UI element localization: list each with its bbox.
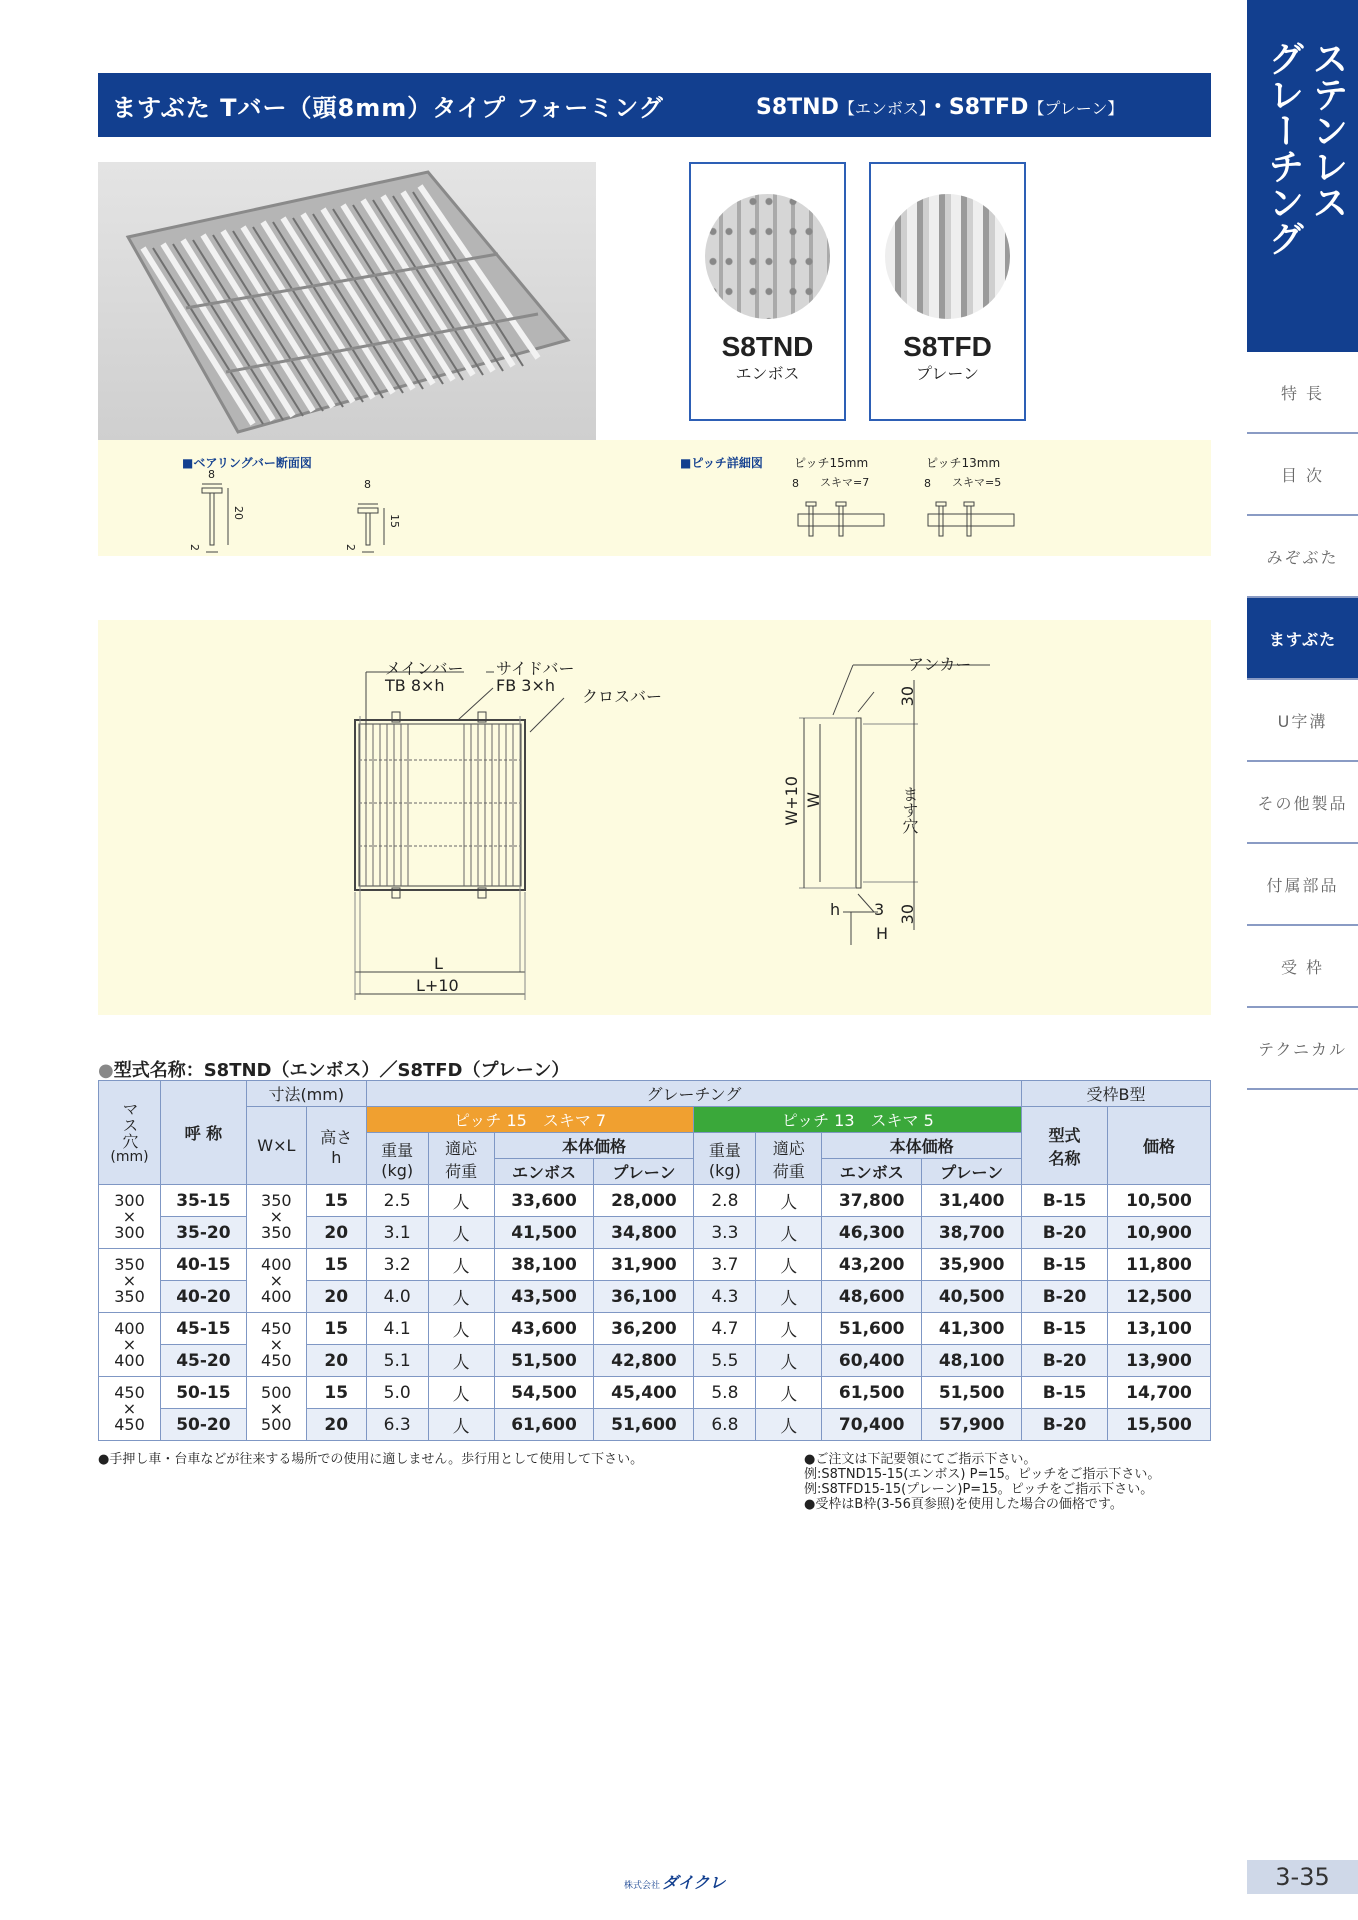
cell-mass-hole: 300 × 300 xyxy=(99,1185,161,1249)
sidebar-item-contents[interactable]: 目 次 xyxy=(1247,434,1358,516)
cell-height: 20 xyxy=(306,1345,366,1377)
sidebar-item-trench-cover[interactable]: みぞぶた xyxy=(1247,516,1358,598)
cell-w13: 4.3 xyxy=(694,1281,756,1313)
cell-l13: 人 xyxy=(756,1345,822,1377)
pitch13-head: 8 xyxy=(924,477,931,490)
dimension-drawing-area xyxy=(98,620,1211,1015)
cell-wl: 400 × 400 xyxy=(246,1249,306,1313)
cell-frame: B-20 xyxy=(1022,1217,1108,1249)
dim-W: W xyxy=(804,792,823,808)
header-load-13: 適応 荷重 xyxy=(756,1133,822,1185)
section-b-web: 2 xyxy=(344,544,357,551)
cell-e15: 43,500 xyxy=(494,1281,594,1313)
page-title: ますぶた Tバー（頭8mm）タイプ フォーミング xyxy=(112,93,664,122)
label-anchor: アンカー xyxy=(908,655,972,674)
cell-frame: B-20 xyxy=(1022,1281,1108,1313)
sidebar-item-frames[interactable]: 受 枠 xyxy=(1247,926,1358,1008)
sidebar-title-line2: グレーチング xyxy=(1263,40,1304,256)
cell-l15: 人 xyxy=(428,1313,494,1345)
table-row xyxy=(99,1377,1211,1409)
grating-dimension-drawing xyxy=(98,620,1211,1015)
table-row xyxy=(99,1185,1211,1217)
cell-height: 20 xyxy=(306,1217,366,1249)
cell-height: 15 xyxy=(306,1249,366,1281)
spec-table-body xyxy=(99,1185,1211,1441)
dim-30-top: 30 xyxy=(898,686,917,707)
cell-height: 15 xyxy=(306,1185,366,1217)
cell-l13: 人 xyxy=(756,1217,822,1249)
model-code-plain-sub: 【プレーン】 xyxy=(1028,98,1124,118)
cell-frame: B-15 xyxy=(1022,1185,1108,1217)
cell-name: 40-15 xyxy=(160,1249,246,1281)
cell-height: 15 xyxy=(306,1313,366,1345)
cell-p15: 36,200 xyxy=(594,1313,694,1345)
header-wl: W×L xyxy=(246,1107,306,1185)
label-mass-hole: ます穴 xyxy=(900,786,919,834)
sample-name-emboss: エンボス xyxy=(735,364,800,383)
dim-30-bottom: 30 xyxy=(898,904,917,925)
cell-l15: 人 xyxy=(428,1409,494,1441)
section-b-head-width: 8 xyxy=(364,478,371,491)
product-photo xyxy=(98,162,596,440)
cell-name: 35-15 xyxy=(160,1185,246,1217)
table-row xyxy=(99,1249,1211,1281)
table-row xyxy=(99,1313,1211,1345)
spec-table xyxy=(98,1080,1211,1441)
cell-fprice: 13,900 xyxy=(1107,1345,1210,1377)
sample-card-plain xyxy=(869,162,1026,421)
cell-e13: 60,400 xyxy=(822,1345,922,1377)
cell-wl: 450 × 450 xyxy=(246,1313,306,1377)
header-plain-13: プレーン xyxy=(922,1159,1022,1185)
cell-w15: 2.5 xyxy=(366,1185,428,1217)
note-order-4: ●受枠はB枠(3-56頁参照)を使用した場合の価格です。 xyxy=(804,1497,1123,1512)
cell-e13: 48,600 xyxy=(822,1281,922,1313)
header-mass-hole: マス穴 (mm) xyxy=(99,1081,161,1185)
cell-e15: 54,500 xyxy=(494,1377,594,1409)
cell-e13: 51,600 xyxy=(822,1313,922,1345)
pitch15-head: 8 xyxy=(792,477,799,490)
label-main-bar-spec: TB 8×h xyxy=(385,676,445,695)
header-pitch15: ピッチ 15 スキマ 7 xyxy=(366,1107,694,1133)
sidebar-title-line1: ステンレス xyxy=(1307,40,1348,220)
dim-3: 3 xyxy=(874,900,885,919)
section-a-head-width: 8 xyxy=(208,468,215,481)
table-title xyxy=(98,1056,569,1082)
pitch15-label: ピッチ15mm xyxy=(794,456,869,470)
label-side-bar: サイドバー xyxy=(496,659,575,678)
cell-p13: 38,700 xyxy=(922,1217,1022,1249)
cell-w13: 4.7 xyxy=(694,1313,756,1345)
pitch13-gap: スキマ=5 xyxy=(952,476,1002,489)
section-b-height: 15 xyxy=(388,514,401,528)
cell-l13: 人 xyxy=(756,1377,822,1409)
header-grating: グレーチング xyxy=(366,1081,1021,1107)
table-title-text: 型式名称：S8TND（エンボス）／S8TFD（プレーン） xyxy=(113,1060,570,1081)
cell-p15: 36,100 xyxy=(594,1281,694,1313)
cell-w15: 5.1 xyxy=(366,1345,428,1377)
cell-e15: 41,500 xyxy=(494,1217,594,1249)
cell-p13: 40,500 xyxy=(922,1281,1022,1313)
header-name: 呼 称 xyxy=(160,1081,246,1185)
cell-p13: 57,900 xyxy=(922,1409,1022,1441)
cell-mass-hole: 350 × 350 xyxy=(99,1249,161,1313)
cell-p15: 34,800 xyxy=(594,1217,694,1249)
sample-code-emboss: S8TND xyxy=(721,331,814,362)
dim-H: H xyxy=(876,924,889,943)
cell-wl: 500 × 500 xyxy=(246,1377,306,1441)
cell-fprice: 13,100 xyxy=(1107,1313,1210,1345)
cell-p13: 41,300 xyxy=(922,1313,1022,1345)
cell-e15: 33,600 xyxy=(494,1185,594,1217)
cell-mass-hole: 400 × 400 xyxy=(99,1313,161,1377)
cell-w13: 5.8 xyxy=(694,1377,756,1409)
company-logo: 株式会社 ダイクレ xyxy=(624,1873,726,1892)
sidebar-item-features[interactable]: 特 長 xyxy=(1247,352,1358,434)
cell-w15: 3.1 xyxy=(366,1217,428,1249)
sidebar-item-other-products[interactable]: その他製品 xyxy=(1247,762,1358,844)
cell-w13: 2.8 xyxy=(694,1185,756,1217)
plain-texture-image xyxy=(885,194,1010,319)
dim-L-plus-10: L+10 xyxy=(416,976,459,995)
cell-l13: 人 xyxy=(756,1185,822,1217)
cell-w13: 3.3 xyxy=(694,1217,756,1249)
cell-p15: 51,600 xyxy=(594,1409,694,1441)
model-code-emboss: S8TND xyxy=(756,94,839,120)
cell-l15: 人 xyxy=(428,1377,494,1409)
cell-name: 40-20 xyxy=(160,1281,246,1313)
note-order-2: 例:S8TND15-15(エンボス) P=15。ピッチをご指示下さい。 xyxy=(804,1467,1161,1482)
header-weight-15: 重量 (kg) xyxy=(366,1133,428,1185)
label-cross-bar: クロスバー xyxy=(582,687,663,706)
sidebar-category-title xyxy=(1247,0,1358,352)
model-code-plain: S8TFD xyxy=(948,94,1029,120)
sample-code-plain: S8TFD xyxy=(903,331,992,362)
cell-fprice: 10,900 xyxy=(1107,1217,1210,1249)
note-usage: ●手押し車・台車などが往来する場所での使用に適しません。歩行用として使用して下さい。 xyxy=(98,1452,644,1467)
cell-p15: 31,900 xyxy=(594,1249,694,1281)
cell-e13: 37,800 xyxy=(822,1185,922,1217)
cell-e15: 38,100 xyxy=(494,1249,594,1281)
table-title-bullet: ● xyxy=(98,1060,114,1081)
cell-fprice: 12,500 xyxy=(1107,1281,1210,1313)
pitch-detail-diagram xyxy=(788,490,1108,550)
cell-e13: 43,200 xyxy=(822,1249,922,1281)
cell-l13: 人 xyxy=(756,1249,822,1281)
cell-name: 45-20 xyxy=(160,1345,246,1377)
cell-frame: B-20 xyxy=(1022,1409,1108,1441)
cell-e15: 61,600 xyxy=(494,1409,594,1441)
header-height: 高さ h xyxy=(306,1107,366,1185)
cell-w15: 4.0 xyxy=(366,1281,428,1313)
cell-p15: 42,800 xyxy=(594,1345,694,1377)
pitch13-label: ピッチ13mm xyxy=(926,456,1001,470)
sample-name-plain: プレーン xyxy=(915,364,980,383)
cell-w15: 4.1 xyxy=(366,1313,428,1345)
cell-l15: 人 xyxy=(428,1185,494,1217)
cell-height: 20 xyxy=(306,1409,366,1441)
sidebar-item-technical[interactable]: テクニカル xyxy=(1247,1008,1358,1090)
cell-p13: 48,100 xyxy=(922,1345,1022,1377)
cell-p13: 35,900 xyxy=(922,1249,1022,1281)
cell-l13: 人 xyxy=(756,1313,822,1345)
cell-w13: 6.8 xyxy=(694,1409,756,1441)
sidebar-item-box-cover[interactable]: ますぶた xyxy=(1247,598,1358,680)
sidebar-nav xyxy=(1247,352,1358,1090)
model-code-emboss-sub: 【エンボス】 xyxy=(838,98,927,118)
cell-w13: 3.7 xyxy=(694,1249,756,1281)
cell-fprice: 14,700 xyxy=(1107,1377,1210,1409)
cell-name: 50-20 xyxy=(160,1409,246,1441)
sidebar-item-u-ditch[interactable]: U字溝 xyxy=(1247,680,1358,762)
cell-frame: B-15 xyxy=(1022,1377,1108,1409)
cell-e13: 70,400 xyxy=(822,1409,922,1441)
dim-W-plus-10: W+10 xyxy=(782,776,801,826)
cell-name: 45-15 xyxy=(160,1313,246,1345)
cell-l13: 人 xyxy=(756,1281,822,1313)
cell-l13: 人 xyxy=(756,1409,822,1441)
header-price-15: 本体価格 xyxy=(494,1133,694,1159)
cell-frame: B-15 xyxy=(1022,1249,1108,1281)
header-price-13: 本体価格 xyxy=(822,1133,1022,1159)
cell-l15: 人 xyxy=(428,1249,494,1281)
cell-l15: 人 xyxy=(428,1217,494,1249)
cell-e15: 43,600 xyxy=(494,1313,594,1345)
cell-e13: 46,300 xyxy=(822,1217,922,1249)
model-codes xyxy=(756,90,1123,121)
cell-mass-hole: 450 × 450 xyxy=(99,1377,161,1441)
header-size: 寸法(mm) xyxy=(246,1081,366,1107)
cell-w15: 6.3 xyxy=(366,1409,428,1441)
cell-height: 20 xyxy=(306,1281,366,1313)
cell-name: 50-15 xyxy=(160,1377,246,1409)
cell-e13: 61,500 xyxy=(822,1377,922,1409)
header-weight-13: 重量 (kg) xyxy=(694,1133,756,1185)
dim-h: h xyxy=(830,900,841,919)
header-emboss-13: エンボス xyxy=(822,1159,922,1185)
section-a-web: 2 xyxy=(188,544,201,551)
pitch15-gap: スキマ=7 xyxy=(820,476,870,489)
cell-p13: 31,400 xyxy=(922,1185,1022,1217)
header-plain-15: プレーン xyxy=(594,1159,694,1185)
cell-w13: 5.5 xyxy=(694,1345,756,1377)
cell-fprice: 15,500 xyxy=(1107,1409,1210,1441)
bearing-bar-section-diagram xyxy=(188,468,388,558)
page-header xyxy=(98,73,1211,137)
note-order-1: ●ご注文は下記要領にてご指示下さい。 xyxy=(804,1452,1037,1467)
cell-height: 15 xyxy=(306,1377,366,1409)
cell-fprice: 10,500 xyxy=(1107,1185,1210,1217)
cell-w15: 5.0 xyxy=(366,1377,428,1409)
model-separator: ・ xyxy=(926,94,949,120)
header-load-15: 適応 荷重 xyxy=(428,1133,494,1185)
pitch-diagram-title: ■ピッチ詳細図 xyxy=(680,456,763,470)
section-diagram-title: ■ベアリングバー断面図 xyxy=(182,456,312,470)
header-frame: 受枠B型 xyxy=(1022,1081,1211,1107)
header-frame-price: 価格 xyxy=(1107,1107,1210,1185)
cell-frame: B-15 xyxy=(1022,1313,1108,1345)
cell-l15: 人 xyxy=(428,1345,494,1377)
cell-name: 35-20 xyxy=(160,1217,246,1249)
label-main-bar: メインバー xyxy=(385,659,464,678)
sidebar-item-accessories[interactable]: 付属部品 xyxy=(1247,844,1358,926)
cell-w15: 3.2 xyxy=(366,1249,428,1281)
label-side-bar-spec: FB 3×h xyxy=(496,676,555,695)
cell-e15: 51,500 xyxy=(494,1345,594,1377)
header-emboss-15: エンボス xyxy=(494,1159,594,1185)
cell-wl: 350 × 350 xyxy=(246,1185,306,1249)
emboss-texture-image xyxy=(705,194,830,319)
cell-l15: 人 xyxy=(428,1281,494,1313)
section-a-height: 20 xyxy=(232,506,245,520)
cell-fprice: 11,800 xyxy=(1107,1249,1210,1281)
cell-p15: 45,400 xyxy=(594,1377,694,1409)
cell-p13: 51,500 xyxy=(922,1377,1022,1409)
header-model-name: 型式 名称 xyxy=(1022,1107,1108,1185)
note-order-3: 例:S8TFD15-15(プレーン)P=15。ピッチをご指示下さい。 xyxy=(804,1482,1154,1497)
detail-diagram-strip xyxy=(98,440,1211,556)
dim-L: L xyxy=(434,954,443,973)
header-pitch13: ピッチ 13 スキマ 5 xyxy=(694,1107,1022,1133)
sample-card-emboss xyxy=(689,162,846,421)
cell-p15: 28,000 xyxy=(594,1185,694,1217)
cell-frame: B-20 xyxy=(1022,1345,1108,1377)
page-number: 3-35 xyxy=(1247,1860,1358,1894)
